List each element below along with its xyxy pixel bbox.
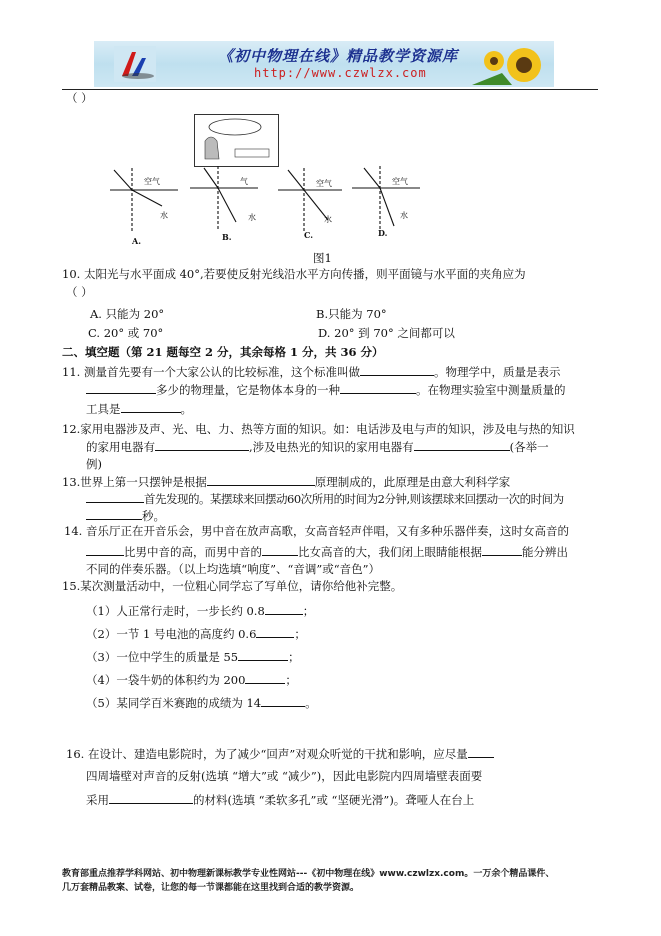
diagram-b-option: B. — [222, 232, 232, 242]
q12-line2 — [86, 438, 549, 455]
diagram-c-option: C. — [304, 230, 314, 240]
q16-line1 — [66, 745, 494, 762]
section-title: 二、填空题（第 21 题每空 2 分，其余每格 1 分，共 36 分） — [62, 345, 384, 359]
q16-text-3: 的材料(选填 “柔软多孔”或 “坚硬光滑”)。聋哑人在台上 — [193, 793, 475, 807]
q11-blank-2[interactable] — [86, 381, 156, 394]
q13-blank-3[interactable] — [86, 507, 142, 520]
q16-line2: 四周墙壁对声音的反射(选填 “增大”或 “减少”)，因此电影院内四周墙壁表面要 — [86, 769, 483, 783]
diagram-c-air-label: 空气 — [316, 179, 332, 188]
q9-answer-bracket: （ ） — [66, 91, 93, 105]
q15-item-2 — [86, 625, 306, 642]
site-logo-icon — [114, 46, 156, 82]
q11-text-4: 。在物理实验室中测量质量的 — [416, 383, 566, 397]
q15-item-end: ； — [294, 627, 306, 641]
q15-item-text: （2）一节 1 号电池的高度约 0.6 — [86, 627, 257, 641]
diagram-b-water-label: 水 — [248, 213, 256, 222]
q11-line3 — [86, 400, 192, 417]
q15-item-end: 。 — [305, 696, 317, 710]
q10-option-c: C. 20° 或 70° — [88, 326, 164, 340]
q15-item-text: （4）一袋牛奶的体积约为 200 — [86, 673, 246, 687]
q10-option-b: B.只能为 70° — [316, 307, 387, 321]
refraction-diagrams — [108, 160, 428, 250]
diagram-c-water-label: 水 — [324, 215, 332, 224]
q15-item-3 — [86, 648, 300, 665]
q16-blank-2[interactable] — [109, 791, 193, 804]
q11-text-1: 11. 测量首先要有一个大家公认的比较标准，这个标准叫做 — [62, 365, 360, 379]
q15-blank-3[interactable] — [238, 648, 288, 661]
diagram-a-option: A. — [132, 236, 141, 246]
footer-line-1: 教育部重点推荐学科网站、初中物理新课标教学专业性网站---《初中物理在线》www.czwlzx.com。一万余个精品课件、 — [62, 869, 555, 879]
q13-text-1: 13.世界上第一只摆钟是根据 — [62, 475, 207, 489]
q13-text-4: 秒。 — [142, 509, 165, 523]
q11-blank-4[interactable] — [121, 400, 181, 413]
q15-intro: 15.某次测量活动中，一位粗心同学忘了写单位，请你给他补完整。 — [62, 579, 403, 593]
q10-bracket: （ ） — [66, 285, 93, 299]
q12-blank-1[interactable] — [155, 438, 249, 451]
footer-line-2: 几万套精品教案、试卷，让您的每一节课都能在这里找到合适的教学资源。 — [62, 883, 360, 893]
q15-blank-2[interactable] — [256, 625, 294, 638]
q11-blank-1[interactable] — [360, 363, 434, 376]
q12-text-3: (各举一 — [509, 440, 549, 454]
q12-line1: 12.家用电器涉及声、光、电、力、热等方面的知识。如：电话涉及电与声的知识，涉及电与热的知识 — [62, 422, 575, 436]
diagram-a-air-label: 空气 — [144, 177, 160, 186]
q15-item-4 — [86, 671, 297, 688]
q15-item-5 — [86, 694, 317, 711]
q14-text-3: 能分辨出 — [522, 545, 568, 559]
header-banner — [94, 41, 554, 87]
q11-blank-3[interactable] — [340, 381, 416, 394]
q15-blank-1[interactable] — [265, 602, 303, 615]
cartoon-illustration-icon — [195, 115, 278, 166]
q13-blank-2[interactable] — [86, 490, 144, 503]
q11-line2 — [86, 381, 566, 398]
q10-option-a: A. 只能为 20° — [90, 307, 165, 321]
q15-item-end: ； — [302, 604, 315, 618]
diagram-d-air-label: 空气 — [392, 177, 408, 186]
q15-item-text: （1）人正常行走时，一步长约 0.8 — [86, 604, 265, 618]
q15-item-text: （5）某同学百米赛跑的成绩为 14 — [86, 696, 262, 710]
q14-text-2: 比女高音的大，我们闭上眼睛能根据 — [298, 545, 482, 559]
figure-caption: 图1 — [313, 251, 332, 265]
banner-title: 《初中物理在线》精品教学资源库 — [218, 47, 459, 65]
diagram-d-option: D. — [378, 228, 388, 238]
header-rule — [62, 89, 598, 90]
q14-blank-2[interactable] — [262, 543, 298, 556]
q15-blank-4[interactable] — [245, 671, 285, 684]
q10-stem: 10. 太阳光与水平面成 40°,若要使反射光线沿水平方向传播，则平面镜与水平面的夹角应为 — [62, 267, 526, 281]
q11-text-6: 。 — [180, 402, 192, 416]
q15-item-end: ； — [288, 650, 300, 664]
q14-text-1: 比男中音的高，而男中音的 — [124, 545, 262, 559]
q10-option-d: D. 20° 到 70° 之间都可以 — [318, 326, 455, 340]
q13-text-3: 首先发现的。某摆球来回摆动60次所用的时间为2分钟,则该摆球来回摆动一次的时间为 — [144, 492, 564, 506]
q11-text-5: 工具是 — [86, 402, 121, 416]
q16-blank-1[interactable] — [468, 745, 494, 758]
q12-text-1: 的家用电器有 — [86, 440, 155, 454]
q12-text-2: ,涉及电热光的知识的家用电器有 — [249, 440, 414, 454]
q15-item-1 — [86, 602, 314, 619]
banner-url: http://www.czwlzx.com — [254, 66, 427, 80]
q14-blank-1[interactable] — [86, 543, 124, 556]
q16-text-2: 采用 — [86, 793, 109, 807]
q13-line2 — [86, 490, 564, 507]
q11-line1 — [62, 363, 560, 380]
q12-line3: 例) — [86, 457, 102, 471]
sunflower-icon — [472, 43, 550, 85]
q11-text-2: 。物理学中，质量是表示 — [433, 365, 561, 379]
q16-line3 — [86, 791, 474, 808]
q15-item-text: （3）一位中学生的质量是 55 — [86, 650, 239, 664]
q13-blank-1[interactable] — [207, 473, 315, 486]
q13-line1 — [62, 473, 510, 490]
q13-text-2: 原理制成的，此原理是由意大利科学家 — [314, 475, 511, 489]
diagram-b-air-label: 气 — [240, 177, 248, 186]
q14-line3: 不同的伴奏乐器。（以上均选填“响度”、“音调”或“音色”） — [86, 562, 381, 576]
q11-text-3: 多少的物理量，它是物体本身的一种 — [156, 383, 340, 397]
q13-line3 — [86, 507, 165, 524]
q14-line2 — [86, 543, 568, 560]
q14-blank-3[interactable] — [482, 543, 522, 556]
q15-blank-5[interactable] — [261, 694, 305, 707]
q12-blank-2[interactable] — [414, 438, 510, 451]
q16-text-1: 16. 在设计、建造电影院时，为了减少“回声”对观众听觉的干扰和影响，应尽量 — [66, 747, 468, 761]
q14-line1: 14. 音乐厅正在开音乐会，男中音在放声高歌，女高音轻声伴唱，又有多种乐器伴奏，这时女高音的 — [64, 524, 569, 538]
diagram-d-water-label: 水 — [400, 211, 408, 220]
q15-item-end: ； — [285, 673, 297, 687]
diagram-a-water-label: 水 — [160, 211, 168, 220]
